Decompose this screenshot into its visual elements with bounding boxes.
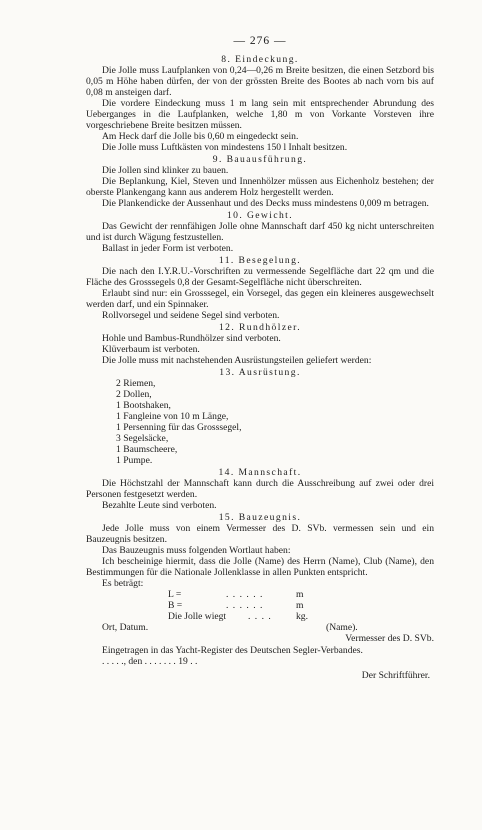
paragraph: Die Plankendicke der Aussenhaut und des Decks muss mindestens 0,009 m betragen.: [102, 198, 429, 209]
paragraph: Klüverbaum ist verboten.: [102, 344, 200, 355]
paragraph: Das Bauzeugnis muss folgenden Wortlaut haben:: [102, 545, 291, 556]
paragraph: Bezahlte Leute sind verboten.: [102, 500, 217, 511]
section-heading-11: 11. Besegelung.: [218, 255, 302, 266]
form-row-length: [86, 589, 434, 600]
paragraph: Ich bescheinige hiermit, dass die Jolle (Name) des Herrn (Name), Club (Name), den Bestimmungen für die Nationale Jollenklasse in allen Punkten entspricht.: [86, 556, 434, 578]
list-item: 2 Dollen,: [116, 389, 152, 400]
paragraph: Das Gewicht der rennfähigen Jolle ohne Mannschaft darf 450 kg nicht unterschreiten und ist durch Wägung festzustellen.: [86, 221, 434, 243]
registry-line: Eingetragen in das Yacht-Register des Deutschen Segler-Verbandes.: [102, 645, 363, 656]
section-heading-10: 10. Gewicht.: [226, 210, 294, 221]
list-item: 2 Riemen,: [116, 378, 156, 389]
form-row-weight: [86, 611, 434, 622]
paragraph: Rollvorsegel und seidene Segel sind verboten.: [102, 310, 280, 321]
list-item: 1 Bootshaken,: [116, 400, 171, 411]
paragraph: Am Heck darf die Jolle bis 0,60 m eingedeckt sein.: [102, 131, 299, 142]
form-blank: . . . . . .: [226, 600, 264, 611]
section-heading-12: 12. Rundhölzer.: [218, 322, 302, 333]
paragraph: Die Beplankung, Kiel, Steven und Innenhölzer müssen aus Eichenholz bestehen; der oberste Plankengang kann aus anderem Holz hergestellt werden.: [86, 176, 434, 198]
list-item: 1 Pumpe.: [116, 455, 153, 466]
place-date-label: Ort, Datum.: [102, 622, 149, 633]
paragraph: Jede Jolle muss von einem Vermesser des D. SVb. vermessen sein und ein Bauzeugnis besitzen.: [86, 523, 434, 545]
form-unit: m: [296, 589, 304, 600]
paragraph: Die Jolle muss mit nachstehenden Ausrüstungsteilen geliefert werden:: [102, 355, 372, 366]
section-heading-13: 13. Ausrüstung.: [219, 367, 301, 378]
paragraph: Die vordere Eindeckung muss 1 m lang sein mit entsprechender Abrundung des Ueberganges in die Laufplanken, welche 1,80 m von Vorkante Vorsteven ihre vorgeschriebene Breite besitzen müssen.: [86, 98, 434, 131]
paragraph: Hohle und Bambus-Rundhölzer sind verboten.: [102, 333, 281, 344]
date-line-row: [86, 656, 434, 667]
section-heading-15: 15. Bauzeugnis.: [218, 512, 302, 523]
form-label: B =: [168, 600, 183, 611]
name-label: (Name).: [326, 622, 358, 633]
paragraph: Die nach den I.Y.R.U.-Vorschriften zu vermessende Segelfläche dart 22 qm und die Fläche des Grosssegels 0,8 der Gesamt-Segelfläche nicht überschreiten.: [86, 266, 434, 288]
section-heading-9: 9. Bauausführung.: [212, 154, 308, 165]
section-heading-14: 14. Mannschaft.: [218, 467, 302, 478]
signature-row: [86, 622, 434, 633]
page-number: — 276 —: [233, 35, 287, 47]
paragraph: Erlaubt sind nur: ein Grosssegel, ein Vorsegel, das gegen ein kleineres ausgewechselt werden darf, und ein Spinnaker.: [86, 288, 434, 310]
section-heading-8: 8. Eindeckung.: [221, 54, 299, 65]
list-item: 1 Persenning für das Grosssegel,: [116, 422, 242, 433]
form-label: Die Jolle wiegt: [168, 611, 227, 622]
list-item: 3 Segelsäcke,: [116, 433, 169, 444]
form-row-beam: [86, 600, 434, 611]
form-unit: m: [296, 600, 304, 611]
paragraph: Die Jollen sind klinker zu bauen.: [102, 165, 229, 176]
paragraph: Es beträgt:: [102, 578, 144, 589]
list-item: 1 Baumscheere,: [116, 444, 178, 455]
paragraph: Ballast in jeder Form ist verboten.: [102, 243, 234, 254]
page-content: [86, 36, 434, 681]
paragraph: Die Höchstzahl der Mannschaft kann durch die Ausschreibung auf zwei oder drei Personen festgesetzt werden.: [86, 478, 434, 500]
secretary-label: Der Schriftführer.: [361, 670, 430, 681]
paragraph: Die Jolle muss Laufplanken von 0,24—0,26 m Breite besitzen, die einen Setzbord bis 0,05 m Höhe haben dürfen, der von der grössten Breite des Bootes ab nach vorn bis auf 0,08 m ansteigen darf.: [86, 65, 434, 98]
form-blank: . . . . . .: [226, 589, 264, 600]
equipment-list: [116, 378, 434, 466]
date-line: . . . . ., den . . . . . . . 19 . .: [102, 656, 198, 667]
paragraph: Die Jolle muss Luftkästen von mindestens 150 l Inhalt besitzen.: [102, 142, 348, 153]
form-unit: kg.: [296, 611, 308, 622]
form-label: L =: [168, 589, 182, 600]
secretary-row: [86, 670, 434, 681]
surveyor-label: Vermesser des D. SVb.: [345, 633, 434, 644]
form-blank: . . . .: [248, 611, 272, 622]
measurement-form: [86, 589, 434, 622]
surveyor-row: [86, 633, 434, 644]
list-item: 1 Fangleine von 10 m Länge,: [116, 411, 229, 422]
